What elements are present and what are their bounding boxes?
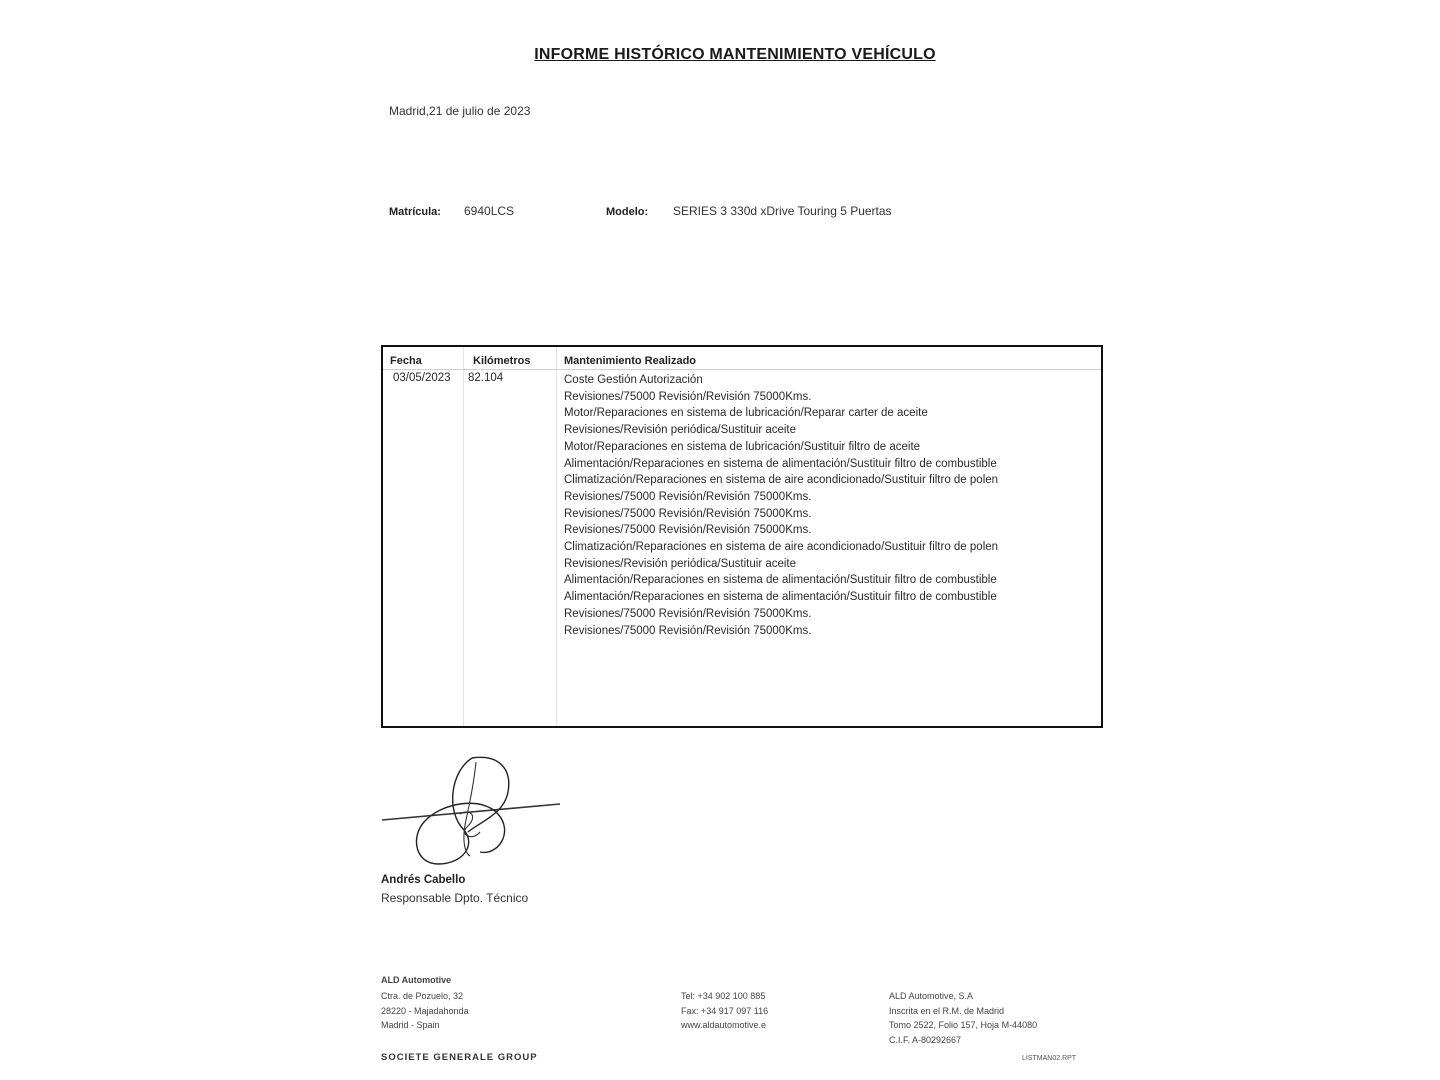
- footer-phone: Tel: +34 902 100 885: [681, 991, 766, 1001]
- header-maintenance: Mantenimiento Realizado: [564, 355, 697, 367]
- maintenance-task: Revisiones/75000 Revisión/Revisión 75000Kms.: [564, 390, 812, 403]
- signer-name: Andrés Cabello: [381, 874, 466, 886]
- column-divider: [463, 347, 464, 726]
- footer-address: [381, 989, 469, 1033]
- footer-contact: [681, 989, 768, 1033]
- footer-legal-line: ALD Automotive, S.A: [889, 991, 974, 1001]
- signer-role: Responsable Dpto. Técnico: [381, 891, 529, 905]
- maintenance-task: Alimentación/Reparaciones en sistema de alimentación/Sustituir filtro de combustible: [564, 591, 997, 604]
- signature-image: [380, 752, 565, 872]
- column-divider: [556, 347, 557, 726]
- header-divider: [383, 369, 1101, 370]
- document-title: INFORME HISTÓRICO MANTENIMIENTO VEHÍCULO: [534, 46, 936, 63]
- footer-legal: [889, 989, 1037, 1047]
- header-km: Kilómetros: [473, 355, 531, 367]
- maintenance-task: Revisiones/Revisión periódica/Sustituir aceite: [564, 557, 797, 570]
- footer-website: www.aldautomotive.e: [681, 1020, 767, 1030]
- maintenance-task: Motor/Reparaciones en sistema de lubricación/Reparar carter de aceite: [564, 407, 928, 420]
- document-reference: LISTMAN02.RPT: [1022, 1055, 1077, 1062]
- maintenance-task: Motor/Reparaciones en sistema de lubricación/Sustituir filtro de aceite: [564, 440, 921, 453]
- maintenance-task: Climatización/Reparaciones en sistema de aire acondicionado/Sustituir filtro de polen: [564, 474, 999, 487]
- maintenance-task: Revisiones/75000 Revisión/Revisión 75000Kms.: [564, 624, 812, 637]
- footer-address-line: 28220 - Majadahonda: [381, 1005, 469, 1016]
- footer-legal-line: Tomo 2522, Folio 157, Hoja M-44080: [889, 1020, 1038, 1030]
- plate-label: Matrícula:: [389, 206, 441, 218]
- maintenance-task: Climatización/Reparaciones en sistema de aire acondicionado/Sustituir filtro de polen: [564, 541, 999, 554]
- footer-address-line: Ctra. de Pozuelo, 32: [381, 991, 464, 1001]
- maintenance-task: Alimentación/Reparaciones en sistema de alimentación/Sustituir filtro de combustible: [564, 574, 997, 587]
- maintenance-task: Alimentación/Reparaciones en sistema de alimentación/Sustituir filtro de combustible: [564, 457, 997, 470]
- maintenance-task: Revisiones/75000 Revisión/Revisión 75000Kms.: [564, 507, 812, 520]
- place-date: Madrid,21 de julio de 2023: [389, 104, 531, 118]
- footer-fax: Fax: +34 917 097 116: [681, 1005, 769, 1016]
- footer-address-line: Madrid - Spain: [381, 1020, 440, 1030]
- maintenance-task: Revisiones/Revisión periódica/Sustituir aceite: [564, 424, 797, 437]
- maintenance-table: [381, 345, 1103, 728]
- plate-value: 6940LCS: [464, 204, 515, 218]
- footer-company: ALD Automotive: [381, 975, 452, 985]
- maintenance-task: Coste Gestión Autorización: [564, 374, 703, 386]
- footer-legal-line: Inscrita en el R.M. de Madrid: [889, 1005, 1005, 1016]
- maintenance-task: Revisiones/75000 Revisión/Revisión 75000Kms.: [564, 524, 812, 537]
- row-date: 03/05/2023: [393, 372, 451, 384]
- model-value: SERIES 3 330d xDrive Touring 5 Puertas: [673, 204, 892, 218]
- header-date: Fecha: [390, 355, 422, 367]
- footer-legal-line: C.I.F. A-80292667: [889, 1034, 962, 1045]
- maintenance-task: Revisiones/75000 Revisión/Revisión 75000Kms.: [564, 490, 812, 503]
- group-logo-text: SOCIETE GENERALE GROUP: [381, 1052, 538, 1063]
- maintenance-task-list: [564, 372, 1004, 639]
- model-label: Modelo:: [606, 206, 649, 218]
- maintenance-task: Revisiones/75000 Revisión/Revisión 75000Kms.: [564, 607, 812, 620]
- row-km: 82.104: [468, 372, 504, 384]
